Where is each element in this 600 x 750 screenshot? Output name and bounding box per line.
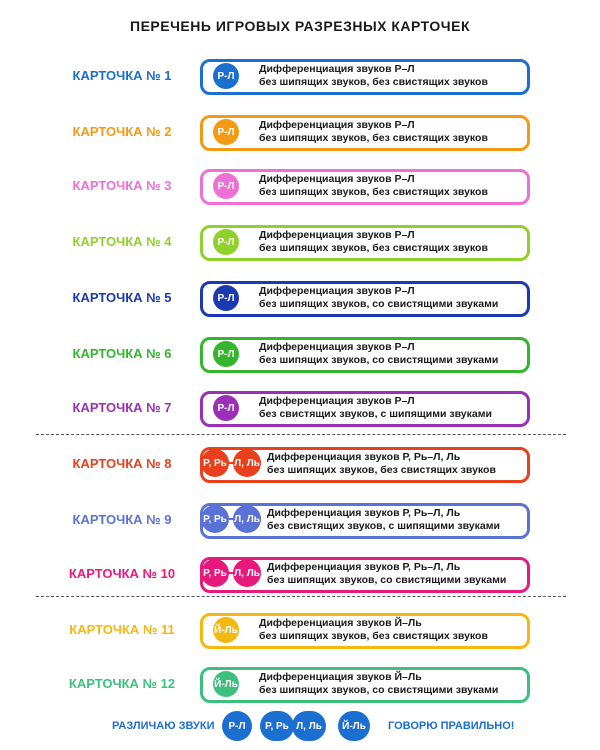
card-label: КАРТОЧКА № 3 [72, 178, 172, 193]
card-label: КАРТОЧКА № 10 [68, 566, 176, 581]
card-box [200, 225, 530, 261]
card-description [259, 285, 498, 311]
card-row [0, 444, 600, 484]
card-label: КАРТОЧКА № 12 [68, 676, 176, 691]
card-box [200, 557, 530, 593]
sound-circle: Р, Рь [201, 505, 229, 533]
sound-badge [213, 395, 239, 421]
card-box [200, 391, 530, 427]
sound-badge [213, 173, 239, 199]
description-line-1: Дифференциация звуков Й–Ль [259, 671, 422, 683]
description-line-2: без шипящих звуков, без свистящих звуков [259, 76, 488, 88]
badge-dash [228, 518, 234, 520]
description-line-1: Дифференциация звуков Й–Ль [259, 617, 422, 629]
card-box [200, 115, 530, 151]
description-line-1: Дифференциация звуков Р, Рь–Л, Ль [267, 507, 461, 519]
description-line-1: Дифференциация звуков Р–Л [259, 119, 415, 131]
description-line-1: Дифференциация звуков Р, Рь–Л, Ль [267, 561, 461, 573]
badge-dash [228, 462, 234, 464]
card-label: КАРТОЧКА № 5 [72, 290, 172, 305]
card-description [259, 617, 488, 643]
sound-circle: Р-Л [213, 229, 239, 255]
card-row [0, 56, 600, 96]
card-box [200, 337, 530, 373]
description-line-1: Дифференциация звуков Р–Л [259, 173, 415, 185]
sound-badge [213, 119, 239, 145]
card-label: КАРТОЧКА № 4 [72, 234, 172, 249]
sound-circle: Р-Л [213, 341, 239, 367]
card-row [0, 334, 600, 374]
description-line-2: без шипящих звуков, без свистящих звуков [259, 630, 488, 642]
badge-dash [228, 572, 234, 574]
sound-badge [213, 285, 239, 311]
sound-circle: Й-Ль [213, 617, 239, 643]
sound-circle: Р-Л [213, 173, 239, 199]
footer-badge-r-l [222, 712, 252, 740]
description-line-2: без шипящих звуков, без свистящих звуков [259, 242, 488, 254]
card-label: КАРТОЧКА № 8 [72, 456, 172, 471]
card-description [267, 507, 500, 533]
description-line-2: без шипящих звуков, со свистящими звуками [259, 298, 499, 310]
card-label: КАРТОЧКА № 2 [72, 124, 172, 139]
sound-circle: Р, Рь [201, 559, 229, 587]
footer-right-text: ГОВОРЮ ПРАВИЛЬНО! [388, 720, 515, 732]
section-divider [36, 596, 566, 597]
sound-badge [213, 63, 239, 89]
card-row [0, 166, 600, 206]
sound-circle: Р-Л [213, 285, 239, 311]
description-line-2: без шипящих звуков, со свистящими звуками [259, 684, 499, 696]
card-row [0, 664, 600, 704]
description-line-1: Дифференциация звуков Р, Рь–Л, Ль [267, 451, 461, 463]
card-description [259, 229, 488, 255]
footer-badge-j-lj [338, 712, 370, 740]
page-title: ПЕРЕЧЕНЬ ИГРОВЫХ РАЗРЕЗНЫХ КАРТОЧЕК [130, 18, 470, 34]
card-description [259, 395, 492, 421]
description-line-1: Дифференциация звуков Р–Л [259, 229, 415, 241]
card-label: КАРТОЧКА № 7 [72, 400, 172, 415]
sound-badge [213, 617, 239, 643]
card-description [259, 671, 498, 697]
footer-badge-l-lj-circle: Л, Ль [292, 711, 326, 741]
description-line-1: Дифференциация звуков Р–Л [259, 395, 415, 407]
sound-badge [213, 229, 239, 255]
card-box [200, 613, 530, 649]
description-line-2: без шипящих звуков, со свистящими звуками [267, 574, 507, 586]
footer-badge-r-rj-l-lj [260, 712, 326, 740]
card-row [0, 388, 600, 428]
card-label: КАРТОЧКА № 6 [72, 346, 172, 361]
card-description [259, 341, 498, 367]
description-line-1: Дифференциация звуков Р–Л [259, 63, 415, 75]
sound-circle: Р-Л [213, 395, 239, 421]
card-box [200, 169, 530, 205]
card-box [200, 59, 530, 95]
footer-badge-r-l-circle: Р-Л [222, 711, 252, 741]
sound-badge [201, 560, 261, 586]
card-box [200, 667, 530, 703]
card-description [259, 63, 488, 89]
card-row [0, 554, 600, 594]
sound-circle: Л, Ль [233, 449, 261, 477]
sound-circle: Л, Ль [233, 505, 261, 533]
sound-badge [201, 450, 261, 476]
sound-badge [213, 671, 239, 697]
card-row [0, 222, 600, 262]
card-box [200, 281, 530, 317]
sound-circle: Л, Ль [233, 559, 261, 587]
description-line-1: Дифференциация звуков Р–Л [259, 285, 415, 297]
card-row [0, 500, 600, 540]
card-description [267, 561, 506, 587]
sound-circle: Й-Ль [213, 671, 239, 697]
sound-circle: Р, Рь [201, 449, 229, 477]
description-line-2: без шипящих звуков, без свистящих звуков [259, 132, 488, 144]
description-line-2: без свистящих звуков, с шипящими звуками [267, 520, 500, 532]
description-line-1: Дифференциация звуков Р–Л [259, 341, 415, 353]
card-description [267, 451, 496, 477]
card-label: КАРТОЧКА № 9 [72, 512, 172, 527]
sound-badge [201, 506, 261, 532]
card-description [259, 119, 488, 145]
description-line-2: без шипящих звуков, без свистящих звуков [259, 186, 488, 198]
footer [0, 708, 600, 744]
sound-circle: Р-Л [213, 119, 239, 145]
sound-circle: Р-Л [213, 63, 239, 89]
footer-badge-j-lj-circle: Й-Ль [338, 711, 370, 741]
card-row [0, 610, 600, 650]
card-row [0, 112, 600, 152]
card-label: КАРТОЧКА № 1 [72, 68, 172, 83]
card-description [259, 173, 488, 199]
footer-left-text: РАЗЛИЧАЮ ЗВУКИ [112, 720, 215, 732]
card-box [200, 447, 530, 483]
footer-badge-r-rj-circle: Р, Рь [260, 711, 294, 741]
description-line-2: без шипящих звуков, со свистящими звуками [259, 354, 499, 366]
card-box [200, 503, 530, 539]
sound-badge [213, 341, 239, 367]
description-line-2: без шипящих звуков, без свистящих звуков [267, 464, 496, 476]
section-divider [36, 434, 566, 435]
description-line-2: без свистящих звуков, с шипящими звуками [259, 408, 492, 420]
card-label: КАРТОЧКА № 11 [69, 622, 175, 637]
card-row [0, 278, 600, 318]
